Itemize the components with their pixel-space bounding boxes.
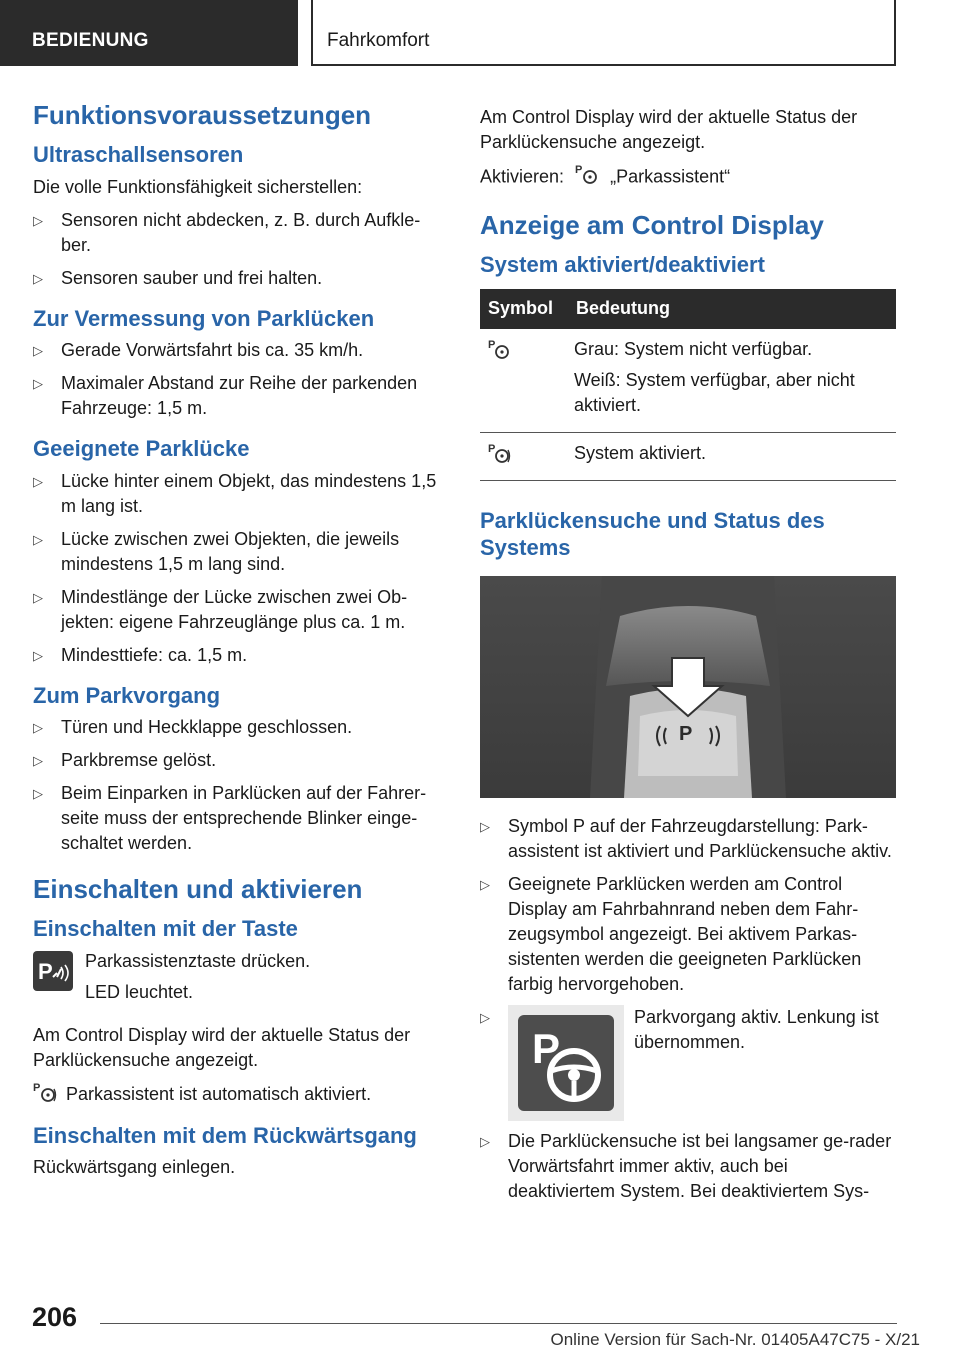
svg-text:P: P <box>488 442 496 455</box>
park-assist-key-icon <box>33 951 73 991</box>
symbol-cell <box>480 432 568 480</box>
svg-text:P: P <box>575 164 583 176</box>
heading-parklueckensuche: Parklückensuche und Status des Systems <box>480 507 825 561</box>
paragraph: Grau: System nicht verfügbar. <box>574 338 813 359</box>
bullet-list <box>33 715 448 856</box>
svg-text:P: P <box>488 338 496 351</box>
page-number: 206 <box>32 1302 78 1332</box>
paragraph: Am Control Display wird der aktuelle Status der Parklückensuche angezeigt. <box>33 1024 411 1070</box>
right-column <box>480 105 896 1212</box>
svg-text:P: P <box>679 722 693 745</box>
column-header-bedeutung: Bedeutung <box>568 289 896 329</box>
bullet-list <box>33 469 448 668</box>
list-item: ▷ Mindestlänge der Lücke zwischen zwei Ob-jekten: eigene Fahrzeuglänge plus ca. 1 m. <box>33 585 448 635</box>
heading-zum-parkvorgang: Zum Parkvorgang <box>33 682 221 708</box>
bullet-list <box>480 814 896 1204</box>
key-instruction <box>33 949 448 1013</box>
list-item: ▷ Die Parklückensuche ist bei langsamer ge-rader Vorwärtsfahrt immer aktiv, auch bei deaktiviertem System. Bei deaktiviertem Sys- <box>480 1129 896 1204</box>
table-header-row <box>480 289 896 329</box>
list-item: ▷ Geeignete Parklücken werden am Control Display am Fahrbahnrand neben dem Fahr-zeugsymbol angezeigt. Bei aktivem Parkas-sistenten werden die geeigneten Parklücken farbig hervorgehoben. <box>480 872 896 997</box>
list-item: ▷ Lücke zwischen zwei Objekten, die jeweils mindestens 1,5 m lang sind. <box>33 527 448 577</box>
heading-einschalten-taste: Einschalten mit der Taste <box>33 916 298 942</box>
park-assist-icon <box>575 163 599 192</box>
steering-active-icon <box>508 1005 624 1121</box>
heading-einschalten-aktivieren: Einschalten und aktivieren <box>33 874 363 905</box>
chapter-title: Fahrkomfort <box>311 0 896 66</box>
svg-text:P: P <box>38 958 53 984</box>
paragraph: Die volle Funktionsfähigkeit sicherstellen: <box>33 176 363 197</box>
park-assist-active-icon <box>33 1081 57 1110</box>
auto-activated-text: Parkassistent ist automatisch aktiviert. <box>66 1084 372 1105</box>
activate-value: „Parkassistent“ <box>610 166 731 187</box>
paragraph: Parkassistenztaste drücken. <box>85 950 311 971</box>
control-display-screenshot <box>480 576 896 798</box>
svg-text:P: P <box>33 1081 41 1094</box>
heading-geeignete-parkluecke: Geeignete Parklücke <box>33 436 250 462</box>
bullet-list <box>33 208 448 291</box>
page-header <box>0 0 960 66</box>
list-item: ▷ Türen und Heckklappe geschlossen. <box>33 715 448 740</box>
paragraph: Am Control Display wird der aktuelle Status der Parklückensuche angezeigt. <box>480 107 858 152</box>
bullet-list <box>33 338 448 421</box>
list-item <box>480 1005 896 1121</box>
list-item: ▷ Maximaler Abstand zur Reihe der parkenden Fahrzeuge: 1,5 m. <box>33 371 448 421</box>
paragraph: Rückwärtsgang einlegen. <box>33 1157 236 1178</box>
meaning-cell: System aktiviert. <box>568 432 896 480</box>
list-item: ▷ Symbol P auf der Fahrzeugdarstellung: Park-assistent ist aktiviert und Parklückensuche aktiv. <box>480 814 896 864</box>
list-item: ▷ Sensoren nicht abdecken, z. B. durch Aufkle-ber. <box>33 208 448 258</box>
activate-label: Aktivieren: <box>480 166 565 187</box>
list-item: ▷ Lücke hinter einem Objekt, das mindestens 1,5 m lang ist. <box>33 469 448 519</box>
table-row <box>480 432 896 480</box>
table-row <box>480 329 896 433</box>
footer-text: Online Version für Sach-Nr. 01405A47C75 - X/21 <box>550 1330 920 1349</box>
symbol-cell <box>480 329 568 433</box>
meaning-cell <box>568 329 896 433</box>
park-assist-active-icon <box>486 442 512 469</box>
pict-row <box>508 1005 896 1121</box>
svg-text:P: ▷ P <box>532 1024 561 1072</box>
list-item-text: Parkvorgang aktiv. Lenkung ist übernommen. <box>634 1006 879 1052</box>
heading-rueckwaertsgang: Einschalten mit dem Rückwärtsgang <box>33 1122 417 1148</box>
column-header-symbol: Symbol <box>480 289 568 329</box>
list-item: ▷ Parkbremse gelöst. <box>33 748 448 773</box>
list-item: ▷ Gerade Vorwärtsfahrt bis ca. 35 km/h. <box>33 338 448 363</box>
paragraph <box>33 1081 448 1110</box>
heading-anzeige-control-display: Anzeige am Control Display <box>480 210 824 240</box>
paragraph: LED leuchtet. <box>85 981 194 1002</box>
list-item: ▷ Beim Einparken in Parklücken auf der Fahrer-seite muss der entsprechende Blinker einge-schaltet werden. <box>33 781 448 856</box>
section-title: BEDIENUNG <box>0 0 298 66</box>
footer-divider <box>100 1323 897 1324</box>
heading-funktionsvoraussetzungen: Funktionsvoraussetzungen <box>33 100 372 130</box>
heading-vermessung: Zur Vermessung von Parklücken <box>33 305 375 331</box>
page-footer <box>0 1290 960 1362</box>
heading-ultraschallsensoren: Ultraschallsensoren <box>33 142 244 168</box>
heading-system-aktiviert: System aktiviert/deaktiviert <box>480 252 765 278</box>
paragraph: Weiß: System verfügbar, aber nicht aktiviert. <box>574 369 855 415</box>
left-column <box>33 100 448 1188</box>
list-item: ▷ Sensoren sauber und frei halten. <box>33 266 448 291</box>
activate-line <box>480 163 896 192</box>
list-item: ▷ Mindesttiefe: ca. 1,5 m. <box>33 643 448 668</box>
symbol-table <box>480 289 896 481</box>
park-assist-inactive-icon <box>486 338 512 365</box>
